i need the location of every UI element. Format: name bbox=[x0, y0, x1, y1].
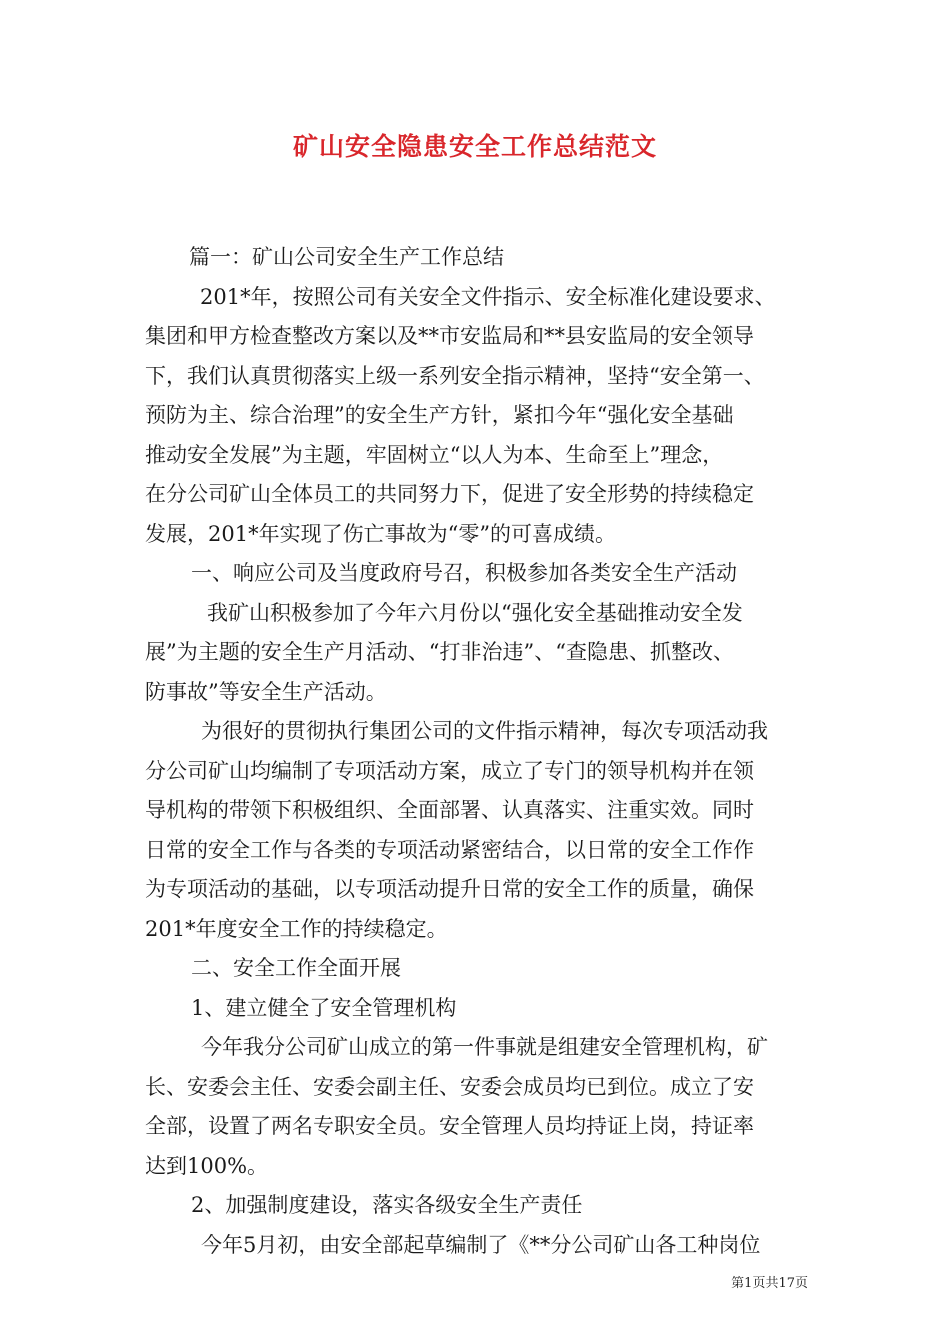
paragraph-line: 201*年度安全工作的持续稳定。 bbox=[145, 916, 448, 941]
page-number: 第1页共17页 bbox=[731, 1276, 808, 1291]
paragraph-line: 下，我们认真贯彻落实上级一系列安全指示精神，坚持“安全第一、 bbox=[145, 363, 765, 388]
paragraph-line: 为很好的贯彻执行集团公司的文件指示精神，每次专项活动我 bbox=[201, 719, 768, 743]
paragraph-line: 防事故”等安全生产活动。 bbox=[145, 679, 387, 704]
paragraph-line: 导机构的带领下积极组织、全面部署、认真落实、注重实效。同时 bbox=[145, 798, 754, 822]
paragraph-line: 发展，201*年实现了伤亡事故为“零”的可喜成绩。 bbox=[145, 521, 617, 546]
paragraph-line: 长、安委会主任、安委会副主任、安委会成员均已到位。成立了安 bbox=[145, 1074, 754, 1099]
paragraph-line: 我矿山积极参加了今年六月份以“强化安全基础推动安全发 bbox=[207, 600, 743, 625]
paragraph-line: 分公司矿山均编制了专项活动方案，成立了专门的领导机构并在领 bbox=[145, 758, 754, 783]
paragraph-line: 预防为主、综合治理”的安全生产方针，紧扣今年“强化安全基础 bbox=[145, 403, 734, 427]
paragraph-line: 在分公司矿山全体员工的共同努力下，促进了安全形势的持续稳定 bbox=[145, 482, 754, 506]
paragraph-line: 集团和甲方检查整改方案以及**市安监局和**县安监局的安全领导 bbox=[145, 324, 754, 348]
paragraph-line: 为专项活动的基础，以专项活动提升日常的安全工作的质量，确保 bbox=[145, 877, 754, 901]
section-heading: 一、响应公司及当度政府号召，积极参加各类安全生产活动 bbox=[191, 561, 737, 585]
paragraph-line: 推动安全发展”为主题，牢固树立“以人为本、生命至上”理念， bbox=[145, 442, 724, 467]
paragraph-line: 日常的安全工作与各类的专项活动紧密结合，以日常的安全工作作 bbox=[145, 837, 754, 862]
paragraph-line: 今年5月初，由安全部起草编制了《**分公司矿山各工种岗位 bbox=[201, 1232, 761, 1257]
paragraph-line: 展”为主题的安全生产月活动、“打非治违”、“查隐患、抓整改、 bbox=[145, 640, 734, 664]
section-heading: 篇一：矿山公司安全生产工作总结 bbox=[189, 245, 504, 269]
subsection-heading: 2、加强制度建设，落实各级安全生产责任 bbox=[191, 1193, 583, 1217]
paragraph-line: 今年我分公司矿山成立的第一件事就是组建安全管理机构，矿 bbox=[201, 1035, 768, 1059]
subsection-heading: 1、建立健全了安全管理机构 bbox=[191, 995, 457, 1020]
paragraph-line: 全部，设置了两名专职安全员。安全管理人员均持证上岗，持证率 bbox=[145, 1114, 754, 1138]
document-title: 矿山安全隐患安全工作总结范文 bbox=[292, 132, 657, 161]
document-body bbox=[145, 238, 827, 1265]
paragraph-line: 201*年，按照公司有关安全文件指示、安全标准化建设要求、 bbox=[200, 284, 776, 309]
section-heading: 二、安全工作全面开展 bbox=[191, 956, 401, 980]
paragraph-line: 达到100%。 bbox=[145, 1153, 269, 1178]
